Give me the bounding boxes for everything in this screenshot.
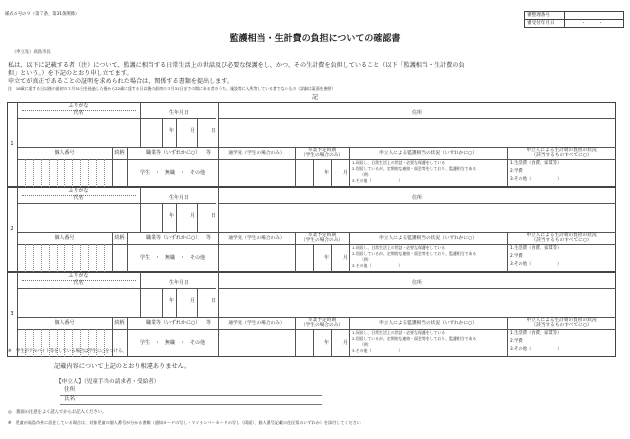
- name-label: 氏名: [73, 280, 84, 286]
- ref-date-value[interactable]: ・ ・: [565, 20, 624, 28]
- address-header-line: [218, 288, 616, 289]
- school-label: 通学先（学生の場合のみ）: [228, 151, 285, 156]
- applicant-label: 【申立人】（児童手当の請求者・受給者）: [56, 379, 160, 385]
- form-code: 様式６号の９（第７条、第31条関係）: [5, 12, 80, 17]
- care-option-1[interactable]: 1.同居し、日常生活上の世話・必要な保護をしている: [352, 160, 446, 165]
- ref-number-value[interactable]: [565, 12, 624, 20]
- name-header-line: [17, 118, 216, 119]
- row-number: 3: [10, 311, 14, 317]
- birth-era-divider: [162, 203, 163, 232]
- grad-y-divider: [313, 244, 314, 272]
- burden-option-2[interactable]: 2.学費: [510, 339, 523, 344]
- address-label: 住所: [411, 110, 422, 116]
- name-field[interactable]: [19, 205, 139, 231]
- school-field[interactable]: [219, 160, 294, 186]
- birthdate-label: 生年月日: [168, 280, 189, 286]
- furigana-label: ふりがな: [68, 103, 89, 109]
- occupation-suffix: 等: [206, 320, 212, 326]
- month-label: 月: [190, 298, 196, 304]
- birth-m-divider: [197, 118, 198, 147]
- occupation-divider: [127, 147, 128, 187]
- burden-label-2: （該当するものすべてに○）: [531, 153, 592, 158]
- grad-year-label: 年: [324, 340, 330, 346]
- school-field[interactable]: [219, 245, 294, 271]
- birth-y-divider: [176, 118, 177, 147]
- name-divider: [140, 102, 141, 147]
- birth-divider: [218, 102, 219, 147]
- name-divider: [140, 187, 141, 232]
- birth-y-divider: [176, 203, 177, 232]
- grad-label-1: 卒業予定時期: [307, 318, 337, 323]
- address-field[interactable]: [220, 120, 614, 146]
- burden-option-1[interactable]: 1.生活費（食費、家賃等）: [510, 161, 562, 166]
- grad-month-label: 月: [343, 255, 349, 261]
- burden-option-3[interactable]: 3.その他（ ）: [510, 262, 562, 267]
- burden-option-3[interactable]: 3.その他（ ）: [510, 347, 562, 352]
- bottom-note-2: ※ 児童が高島市外に居住している場合は、対象児童の個人番号が分かる書類（通知カードの写し・マイナンバーカードの写し（両面）、個人番号記載の住民票のいずれか）を添付してください: [8, 420, 361, 425]
- relation-field[interactable]: [113, 160, 126, 186]
- grad-y-divider: [313, 159, 314, 187]
- burden-label-2: （該当するものすべてに○）: [531, 238, 592, 243]
- personal-number-field[interactable]: [18, 245, 111, 271]
- name-divider: [140, 272, 141, 317]
- care-option-2[interactable]: 2.別居しているが、定期的な連絡・面会等をしており、監護相当である: [352, 166, 477, 171]
- burden-option-1[interactable]: 1.生活費（食費、家賃等）: [510, 331, 562, 336]
- address-header-line: [218, 118, 616, 119]
- applicant-name-line[interactable]: [60, 404, 322, 405]
- occupation-divider: [127, 232, 128, 272]
- grad-month-label: 月: [343, 170, 349, 176]
- row-number: 1: [10, 141, 14, 147]
- year-label: 年: [169, 128, 175, 134]
- name-label: 氏名: [73, 195, 84, 201]
- grad-y-divider: [313, 329, 314, 357]
- grad-month-label: 月: [343, 340, 349, 346]
- birth-m-divider: [197, 288, 198, 317]
- intro-line-2: 担」という。）を下記のとおり申し立てます。: [8, 70, 133, 77]
- grad-year-label: 年: [324, 170, 330, 176]
- school-label: 通学先（学生の場合のみ）: [228, 321, 285, 326]
- occupation-options[interactable]: 学生 ・ 無職 ・ その他: [139, 255, 205, 261]
- day-label: 日: [211, 213, 217, 219]
- applicant-address-line[interactable]: [60, 395, 322, 396]
- grad-m-divider: [331, 159, 332, 187]
- relation-label: 続柄: [114, 235, 125, 241]
- care-option-1[interactable]: 1.同居し、日常生活上の世話・必要な保護をしている: [352, 245, 446, 250]
- address-header-line: [218, 203, 616, 204]
- grad-label-2: （学生の場合のみ）: [300, 153, 344, 158]
- name-label: 氏名: [73, 110, 84, 116]
- care-option-3[interactable]: 3.その他（ ）: [352, 263, 403, 268]
- burden-option-2[interactable]: 2.学費: [510, 169, 523, 174]
- grad-label-1: 卒業予定時期: [307, 148, 337, 153]
- reference-box: [524, 11, 624, 28]
- care-option-2-example: （例：: [360, 172, 372, 177]
- applicant-address-label: 住所: [64, 387, 76, 393]
- care-option-1[interactable]: 1.同居し、日常生活上の世話・必要な保護をしている: [352, 330, 446, 335]
- ref-number-label: 審整理番号: [525, 12, 565, 20]
- care-option-3[interactable]: 3.その他（ ）: [352, 348, 403, 353]
- personal-number-label: 個人番号: [54, 150, 75, 156]
- applicant-name-label: 氏名: [64, 396, 76, 402]
- year-label: 年: [169, 213, 175, 219]
- grad-year-label: 年: [324, 255, 330, 261]
- care-label: 申立人による監護相当の状況（いずれかに○）: [379, 236, 477, 241]
- care-option-2[interactable]: 2.別居しているが、定期的な連絡・面会等をしており、監護相当である: [352, 336, 477, 341]
- birthdate-label: 生年月日: [168, 195, 189, 201]
- birth-era-divider: [162, 288, 163, 317]
- relation-label: 続柄: [114, 150, 125, 156]
- student-footnote: ※ 学生がアルバイト等をしている場合は学生に○をつける。: [8, 349, 127, 354]
- grad-m-divider: [331, 244, 332, 272]
- bottom-note-1: ◎ 裏面の注意をよく読んでからお記入ください。: [8, 410, 107, 415]
- grad-m-divider: [331, 329, 332, 357]
- birth-divider: [218, 187, 219, 232]
- address-field[interactable]: [220, 205, 614, 231]
- occupation-divider: [127, 317, 128, 357]
- name-header-line: [17, 288, 216, 289]
- month-label: 月: [190, 128, 196, 134]
- address-field[interactable]: [220, 290, 614, 316]
- personal-number-field[interactable]: [18, 160, 111, 186]
- occupation-label: 職業等（いずれかに○）: [146, 320, 201, 326]
- burden-label-2: （該当するものすべてに○）: [531, 323, 592, 328]
- address-label: 住所: [411, 280, 422, 286]
- relation-field[interactable]: [113, 245, 126, 271]
- birth-y-divider: [176, 288, 177, 317]
- address-label: 住所: [411, 195, 422, 201]
- birth-era-divider: [162, 118, 163, 147]
- page-title: 監護相当・生計費の負担についての確認書: [229, 34, 401, 44]
- care-option-2[interactable]: 2.別居しているが、定期的な連絡・面会等をしており、監護相当である: [352, 251, 477, 256]
- birthdate-label: 生年月日: [168, 110, 189, 116]
- grad-label-2: （学生の場合のみ）: [300, 323, 344, 328]
- intro-line-1: 私は、以下に記載する者（注）について、監護に相当する日常生活上の世話及び必要な保護をし、かつ、その生計費を負担していること（以下「監護相当・生計費の負: [8, 62, 465, 69]
- burden-label-1: 申立人による生計費の負担の状況: [526, 148, 597, 153]
- occupation-options[interactable]: 学生 ・ 無職 ・ その他: [139, 340, 205, 346]
- occupation-suffix: 等: [206, 235, 212, 241]
- burden-label-1: 申立人による生計費の負担の状況: [526, 318, 597, 323]
- personal-number-label: 個人番号: [54, 320, 75, 326]
- care-option-2-example: （例：: [360, 257, 372, 262]
- name-field[interactable]: [19, 290, 139, 316]
- furigana-label: ふりがな: [68, 273, 89, 279]
- burden-option-1[interactable]: 1.生活費（食費、家賃等）: [510, 246, 562, 251]
- note-line: 注 18歳に達する日以後の最初の３月31日を経過した後から22歳に達する日以後の最初の３月31日までの間にある者のうち、施設等に入所等している者でないもの（詳細は裏面を参照）: [8, 86, 336, 91]
- day-label: 日: [211, 298, 217, 304]
- row-number: 2: [10, 226, 14, 232]
- care-option-2-example: （例：: [360, 342, 372, 347]
- care-label: 申立人による監護相当の状況（いずれかに○）: [379, 151, 477, 156]
- occupation-label: 職業等（いずれかに○）: [146, 235, 201, 241]
- intro-line-3: 申立てが真正であることの証明を求められた場合は、関係する書類を提出します。: [8, 78, 233, 85]
- burden-label-1: 申立人による生計費の負担の状況: [526, 233, 597, 238]
- relation-label: 続柄: [114, 320, 125, 326]
- day-label: 日: [211, 128, 217, 134]
- name-header-line: [17, 203, 216, 204]
- grad-label-2: （学生の場合のみ）: [300, 238, 344, 243]
- burden-option-3[interactable]: 3.その他（ ）: [510, 177, 562, 182]
- ref-date-label: 審受付年月日: [525, 20, 565, 28]
- year-label: 年: [169, 298, 175, 304]
- occupation-suffix: 等: [206, 150, 212, 156]
- declaration: 記載内容について上記のとおり相違ありません。: [54, 363, 191, 370]
- birth-m-divider: [197, 203, 198, 232]
- month-label: 月: [190, 213, 196, 219]
- name-field[interactable]: [19, 120, 139, 146]
- furigana-label: ふりがな: [68, 188, 89, 194]
- addressee: （申立先）高島市長: [12, 50, 51, 55]
- grad-label-1: 卒業予定時期: [307, 233, 337, 238]
- birth-divider: [218, 272, 219, 317]
- care-label: 申立人による監護相当の状況（いずれかに○）: [379, 321, 477, 326]
- occupation-label: 職業等（いずれかに○）: [146, 150, 201, 156]
- school-label: 通学先（学生の場合のみ）: [228, 236, 285, 241]
- occupation-options[interactable]: 学生 ・ 無職 ・ その他: [139, 170, 205, 176]
- ki-label: 記: [311, 94, 318, 101]
- school-field[interactable]: [219, 330, 294, 356]
- care-option-3[interactable]: 3.その他（ ）: [352, 178, 403, 183]
- personal-number-label: 個人番号: [54, 235, 75, 241]
- burden-option-2[interactable]: 2.学費: [510, 254, 523, 259]
